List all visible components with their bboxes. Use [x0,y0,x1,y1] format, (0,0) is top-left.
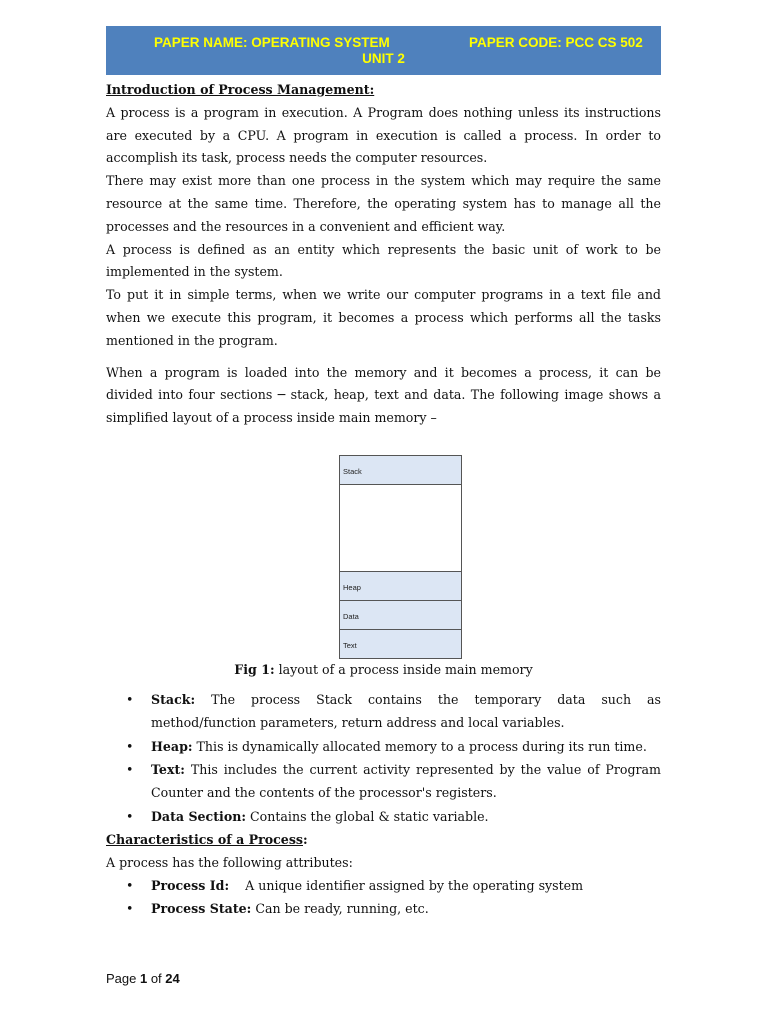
total-pages: 24 [165,971,180,986]
intro-heading: Introduction of Process Management: [106,82,375,97]
page-content [106,79,661,921]
segment-definitions-list [106,689,661,829]
list-item-desc: This includes the current activity represented by the value of Program Counter and the contents of the processor's registers. [151,762,661,801]
memory-layout-diagram [339,455,462,659]
characteristics-heading-colon: : [303,831,308,847]
intro-paragraph-4: To put it in simple terms, when we write our computer programs in a text file and when we execute this program, it becomes a process which performs all the tasks mentioned in the program. [106,287,661,348]
text-label: Text [343,640,357,650]
heap-segment [340,572,461,601]
free-memory-region [340,485,461,572]
intro-paragraph-2: There may exist more than one process in the system which may require the same resource at the same time. Therefore, the operating system has to manage all the processes and the resources in a convenient and efficient way. [106,173,661,234]
list-item-desc: Can be ready, running, etc. [251,901,429,917]
list-item-term: Data Section: [151,808,247,824]
stack-label: Stack [343,466,362,476]
list-item-desc: This is dynamically allocated memory to a process during its run time. [192,738,647,754]
list-item [151,806,661,829]
paper-code: PAPER CODE: PCC CS 502 [469,35,643,50]
list-item [151,898,661,921]
figure-caption [106,659,661,681]
list-item-desc: The process Stack contains the temporary data such as method/function parameters, return address and local variables. [151,691,661,730]
intro-paragraph-1: A process is a program in execution. A Program does nothing unless its instructions are executed by a CPU. A program in execution is called a process. In order to accomplish its task, process needs the computer resources. [106,104,661,166]
stack-segment [340,456,461,485]
page-number [106,971,180,986]
list-item [151,759,661,805]
list-item-term: Stack: [151,691,196,707]
characteristics-intro: A process has the following attributes: [106,854,353,870]
data-segment [340,601,461,630]
list-item [151,689,661,735]
header-band [106,26,661,75]
list-item-term: Heap: [151,738,193,754]
figure-caption-text: layout of a process inside main memory [274,661,533,677]
characteristics-heading [106,829,661,852]
list-item-term: Process Id: [151,878,230,894]
list-item [151,736,661,759]
list-item-desc: A unique identifier assigned by the operating system [229,878,584,894]
intro-paragraph-5: When a program is loaded into the memory and it becomes a process, it can be divided into four sections ─ stack, heap, text and data. The following image shows a simplified layout of a process inside main memory – [106,364,661,426]
data-label: Data [343,611,359,621]
unit-label: UNIT 2 [362,51,405,66]
heap-label: Heap [343,582,361,592]
text-segment [340,630,461,658]
paragraph-gap [106,353,661,362]
characteristics-heading-text: Characteristics of a Process [106,831,303,847]
page-of: of [147,971,166,986]
current-page: 1 [139,971,148,986]
paper-name: PAPER NAME: OPERATING SYSTEM [154,35,390,50]
list-item-term: Text: [151,762,185,778]
characteristics-list [106,875,661,921]
figure-label: Fig 1: [234,661,275,677]
list-item-term: Process State: [151,901,252,917]
list-item [151,875,661,898]
page-prefix: Page [106,971,140,986]
list-item-desc: Contains the global & static variable. [246,808,489,824]
intro-paragraph-3: A process is defined as an entity which represents the basic unit of work to be implemented in the system. [106,241,661,280]
